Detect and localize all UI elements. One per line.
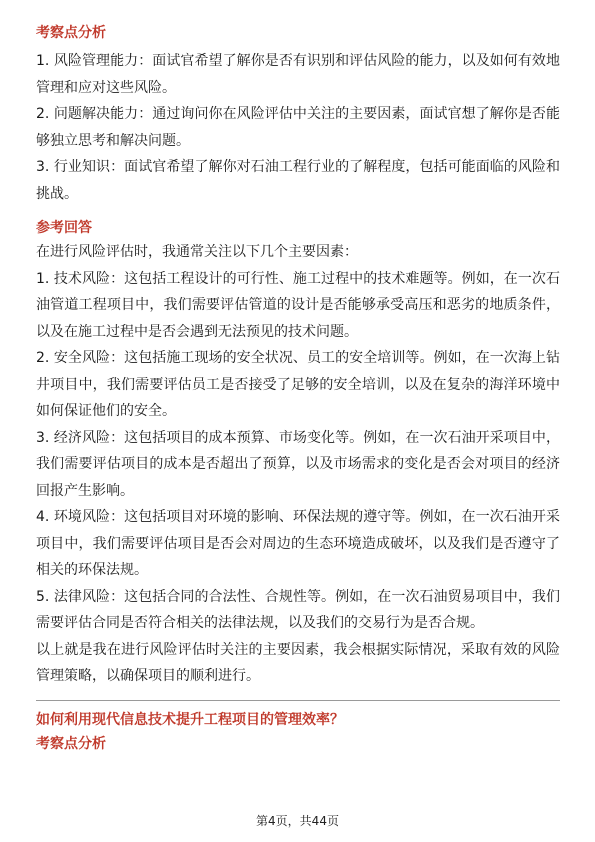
- next-question-title: 如何利用现代信息技术提升工程项目的管理效率？: [36, 711, 344, 728]
- answer-item-2: 2. 安全风险：这包括施工现场的安全状况、员工的安全培训等。例如，在一次海上钻井项目中，我们需要评估员工是否接受了足够的安全培训，以及在复杂的海洋环境中如何保证他们的安全。: [36, 350, 560, 419]
- page-number: 第4页，共44页: [256, 814, 339, 828]
- analysis-item-2: 2. 问题解决能力：通过询问你在风险评估中关注的主要因素，面试官想了解你是否能够独立思考和解决问题。: [36, 106, 560, 149]
- document-page: [36, 22, 560, 755]
- answer-conclusion: 以上就是我在进行风险评估时关注的主要因素，我会根据实际情况，采取有效的风险管理策略，以确保项目的顺利进行。: [36, 641, 560, 684]
- answer-item-4: 4. 环境风险：这包括项目对环境的影响、环保法规的遵守等。例如，在一次石油开采项目中，我们需要评估项目是否会对周边的生态环境造成破坏，以及我们是否遵守了相关的环保法规。: [36, 509, 560, 578]
- section-divider: [36, 700, 560, 701]
- next-section-heading: 考察点分析: [36, 735, 106, 752]
- section-heading-analysis: 考察点分析: [36, 25, 106, 41]
- section-heading-answer: 参考回答: [36, 220, 92, 236]
- answer-item-1: 1. 技术风险：这包括工程设计的可行性、施工过程中的技术难题等。例如，在一次石油管道工程项目中，我们需要评估管道的设计是否能够承受高压和恶劣的地质条件，以及在施工过程中是否会遇到无法预见的技术问题。: [36, 270, 560, 340]
- analysis-item-1: 1. 风险管理能力：面试官希望了解你是否有识别和评估风险的能力，以及如何有效地管理和应对这些风险。: [36, 53, 560, 96]
- answer-item-5: 5. 法律风险：这包括合同的合法性、合规性等。例如，在一次石油贸易项目中，我们需要评估合同是否符合相关的法律法规，以及我们的交易行为是否合规。: [36, 588, 560, 631]
- analysis-item-3: 3. 行业知识：面试官希望了解你对石油工程行业的了解程度，包括可能面临的风险和挑战。: [36, 159, 560, 202]
- answer-intro: 在进行风险评估时，我通常关注以下几个主要因素：: [36, 244, 358, 260]
- answer-item-3: 3. 经济风险：这包括项目的成本预算、市场变化等。例如，在一次石油开采项目中，我们需要评估项目的成本是否超出了预算，以及市场需求的变化是否会对项目的经济回报产生影响。: [36, 429, 560, 499]
